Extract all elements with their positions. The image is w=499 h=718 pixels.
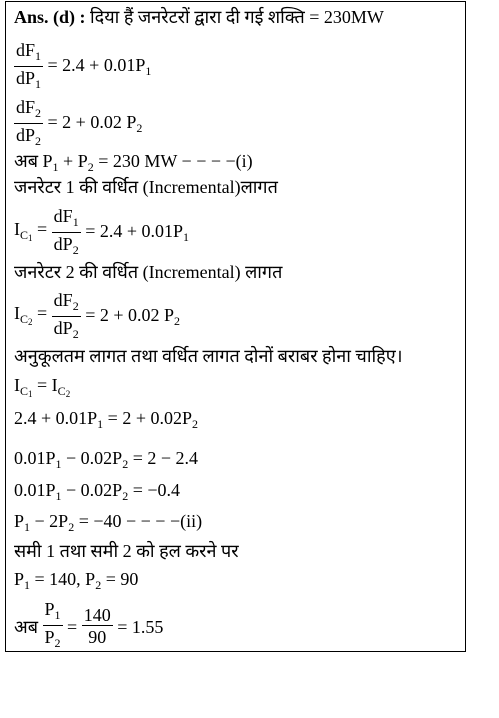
fraction-df2-dp2-b: $\frac{dF_2}{dP_2}$ bbox=[53, 290, 79, 341]
equation-step-1: $0.01P_1 - 0.02P_2 = 2 - 2.4$ bbox=[14, 448, 198, 471]
given-power-text: दिया हैं जनरेटरों द्वारा दी गई शक्ति = 230MW bbox=[90, 7, 384, 27]
equation-ii: $P_1 - 2P_2 = -40$ − − − −(ii) bbox=[14, 511, 203, 534]
equation-df1-dp1: $\frac{dF_1}{dP_1}$ = $2.4 + 0.01P_1$ bbox=[14, 40, 151, 95]
fraction-p1-p2: $\frac{P_1}{P_2}$ bbox=[44, 599, 61, 650]
equation-ratio: अब $\frac{P_1}{P_2}$ = $\frac{140}{90}$ = 1.55 bbox=[14, 599, 163, 654]
generator-2-incremental-cost-label: जनरेटर 2 की वर्धित (Incremental) लागत bbox=[14, 262, 283, 282]
equation-total-power: अब $P_1 + P_2 = 230$ MW − − − −(i) bbox=[14, 151, 253, 174]
answer-label: Ans. (d) : bbox=[14, 7, 86, 27]
equation-ic1: $I_{C_1}$ = $\frac{dF_1}{dP_2}$ = $2.4 + 0.01P_1$ bbox=[14, 206, 189, 261]
equation-step-2: $0.01P_1 - 0.02P_2 = -0.4$ bbox=[14, 480, 180, 503]
solve-text: समी 1 तथा समी 2 को हल करने पर bbox=[14, 541, 239, 561]
optimal-condition-text: अनुकूलतम लागत तथा वर्धित लागत दोनों बराबर होना चाहिए। bbox=[14, 346, 403, 366]
fraction-df1-dp2: $\frac{dF_1}{dP_2}$ bbox=[53, 206, 79, 257]
fraction-df2-dp2: $\frac{dF_2}{dP_2}$ bbox=[16, 97, 42, 148]
equation-df2-dp2: $\frac{dF_2}{dP_2}$ = 2 + 0.02 $P_2$ bbox=[14, 97, 142, 152]
equation-solution: $P_1 = 140$, $P_2 = 90$ bbox=[14, 569, 139, 592]
solution-box bbox=[5, 1, 466, 652]
generator-1-incremental-cost-label: जनरेटर 1 की वर्धित (Incremental)लागत bbox=[14, 177, 278, 197]
fraction-df1-dp1: $\frac{dF_1}{dP_1}$ bbox=[16, 40, 42, 91]
fraction-140-90: $\frac{140}{90}$ bbox=[83, 605, 111, 647]
equation-ic1-equals-ic2: $I_{C_1} = I_{C_2}$ bbox=[14, 375, 71, 399]
equation-incremental-equality: $2.4 + 0.01P_1 = 2 + 0.02P_2$ bbox=[14, 408, 198, 431]
answer-header bbox=[14, 6, 384, 28]
equation-ic2: $I_{C_2}$ = $\frac{dF_2}{dP_2}$ = 2 + 0.02 $P_2$ bbox=[14, 290, 180, 345]
